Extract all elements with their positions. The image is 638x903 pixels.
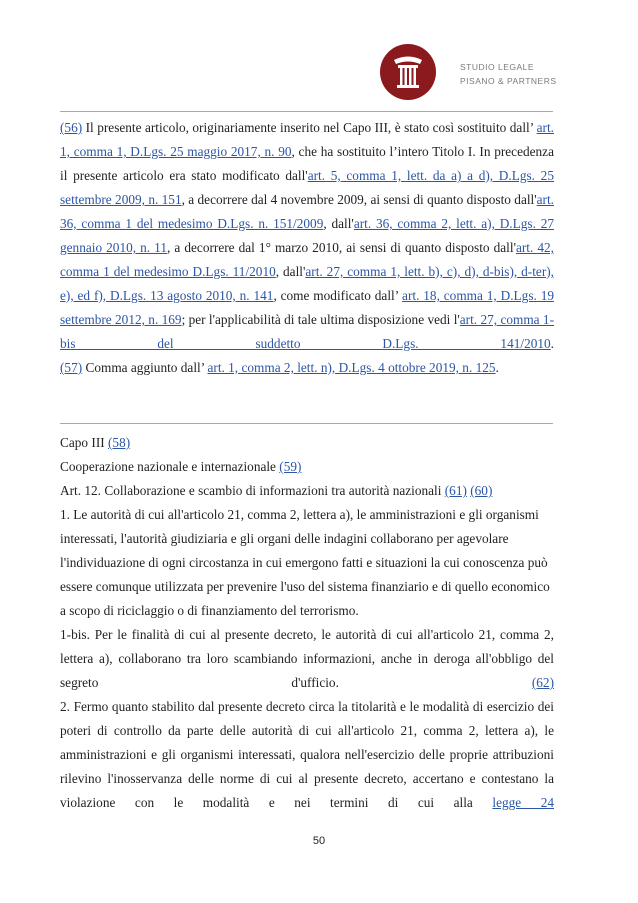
chapter-title-text: Cooperazione nazionale e internazionale — [60, 459, 280, 474]
fn56-link-5[interactable]: art. 42, comma 1 del medesimo D.Lgs. 11/2010 — [60, 240, 555, 279]
logo-line1: STUDIO LEGALE — [460, 62, 535, 72]
paragraph-1: 1. Le autorità di cui all'articolo 21, comma 2, lettera a), le amministrazioni e gli organismi interessati, l'autorità giudiziaria e gli organi delle indagini collaborano per agevolare l'individuazione di ogni circostanza in cui emergono fatti e situazioni la cui conoscenza può essere comunque utilizzata per prevenire l'uso del sistema finanziario e di quello economico a scopo di riciclaggio o di finanziamento del terrorismo. — [60, 507, 550, 618]
fn56-text-3: , a decorrere dal 4 novembre 2009, ai sensi di quanto disposto dall' — [181, 192, 537, 207]
fn57-text-1: Comma aggiunto dall’ — [82, 360, 208, 375]
fn56-link-8[interactable]: art. 27, comma 1-bis del suddetto D.Lgs. 141/2010 — [60, 312, 555, 351]
fn56-link-3[interactable]: art. 36, comma 1 del medesimo D.Lgs. n. 151/2009 — [60, 192, 554, 231]
fn56-link-7[interactable]: art. 18, comma 1, D.Lgs. 19 settembre 2012, n. 169 — [60, 288, 554, 327]
firm-logo — [380, 40, 560, 110]
article-heading — [60, 479, 554, 503]
footnote-56 — [60, 116, 554, 356]
logo-wordmark — [460, 60, 557, 88]
article-note-ref-60[interactable]: (60) — [470, 483, 493, 498]
fn56-link-1[interactable]: art. 1, comma 1, D.Lgs. 25 maggio 2017, n. 90 — [60, 120, 554, 159]
footnote-separator-bottom — [60, 423, 553, 424]
fn56-text-6: , dall' — [275, 264, 306, 279]
fn56-text-9: . — [550, 336, 554, 351]
paragraph-1-bis — [60, 623, 554, 695]
paragraph-2 — [60, 695, 554, 815]
fn56-text-5: , a decorrere dal 1° marzo 2010, ai sensi di quanto disposto dall' — [167, 240, 516, 255]
footnote-57 — [60, 356, 554, 380]
footnotes-section — [60, 116, 554, 380]
fn56-text-4: , dall' — [323, 216, 354, 231]
chapter-heading — [60, 431, 554, 455]
chapter-note-ref[interactable]: (58) — [108, 435, 131, 450]
fn56-link-6[interactable]: art. 27, comma 1, lett. b), c), d), d-bis), d-ter), e), ed f), D.Lgs. 13 agosto 2010, n. 141 — [60, 264, 554, 303]
paragraph-2-text: 2. Fermo quanto stabilito dal presente decreto circa la titolarità e le modalità di esercizio dei poteri di controllo da parte delle autorità di cui all'articolo 21, comma 2, lettera a), le amministrazioni e gli organismi interessati, qualora nell'esercizio delle proprie attribuzioni rilevino l'inosservanza delle norme di cui al presente decreto, accertano e contestano la violazione con le modalità e nei termini di cui alla — [60, 699, 554, 810]
footnote-separator-top — [60, 111, 553, 112]
fn56-text-8: ; per l'applicabilità di tale ultima disposizione vedi l' — [181, 312, 460, 327]
page-number: 50 — [312, 835, 326, 847]
fn56-text-1: Il presente articolo, originariamente inserito nel Capo III, è stato così sostituito dall’ — [82, 120, 537, 135]
chapter-title — [60, 455, 554, 479]
column-emblem-icon — [380, 44, 436, 100]
logo-line2: PISANO & PARTNERS — [460, 76, 557, 86]
chapter-title-note-ref[interactable]: (59) — [279, 459, 302, 474]
footnote-ref-56[interactable]: (56) — [60, 120, 83, 135]
fn56-text-2: , che ha sostituito l’intero Titolo I. In precedenza il presente articolo era stato modificato dall' — [60, 144, 554, 183]
fn56-link-2[interactable]: art. 5, comma 1, lett. da a) a d), D.Lgs. 25 settembre 2009, n. 151 — [60, 168, 554, 207]
article-note-ref-61[interactable]: (61) — [444, 483, 467, 498]
chapter-label: Capo III — [60, 435, 108, 450]
fn56-text-7: , come modificato dall’ — [273, 288, 403, 303]
fn57-text-2: . — [495, 360, 499, 375]
paragraph-1-bis-text: 1-bis. Per le finalità di cui al presente decreto, le autorità di cui all'articolo 21, comma 2, lettera a), collaborano tra loro scambiando informazioni, anche in deroga all'obbligo del segreto d'ufficio. — [60, 627, 554, 690]
fn56-link-4[interactable]: art. 36, comma 2, lett. a), D.Lgs. 27 gennaio 2010, n. 11 — [60, 216, 555, 255]
main-text — [60, 431, 554, 815]
article-title-text: Art. 12. Collaborazione e scambio di informazioni tra autorità nazionali — [60, 483, 445, 498]
fn57-link-1[interactable]: art. 1, comma 2, lett. n), D.Lgs. 4 ottobre 2019, n. 125 — [207, 360, 496, 375]
footnote-ref-57[interactable]: (57) — [60, 360, 83, 375]
paragraph-1-bis-note-ref[interactable]: (62) — [531, 675, 554, 690]
paragraph-2-link-legge[interactable]: legge 24 — [492, 795, 554, 810]
